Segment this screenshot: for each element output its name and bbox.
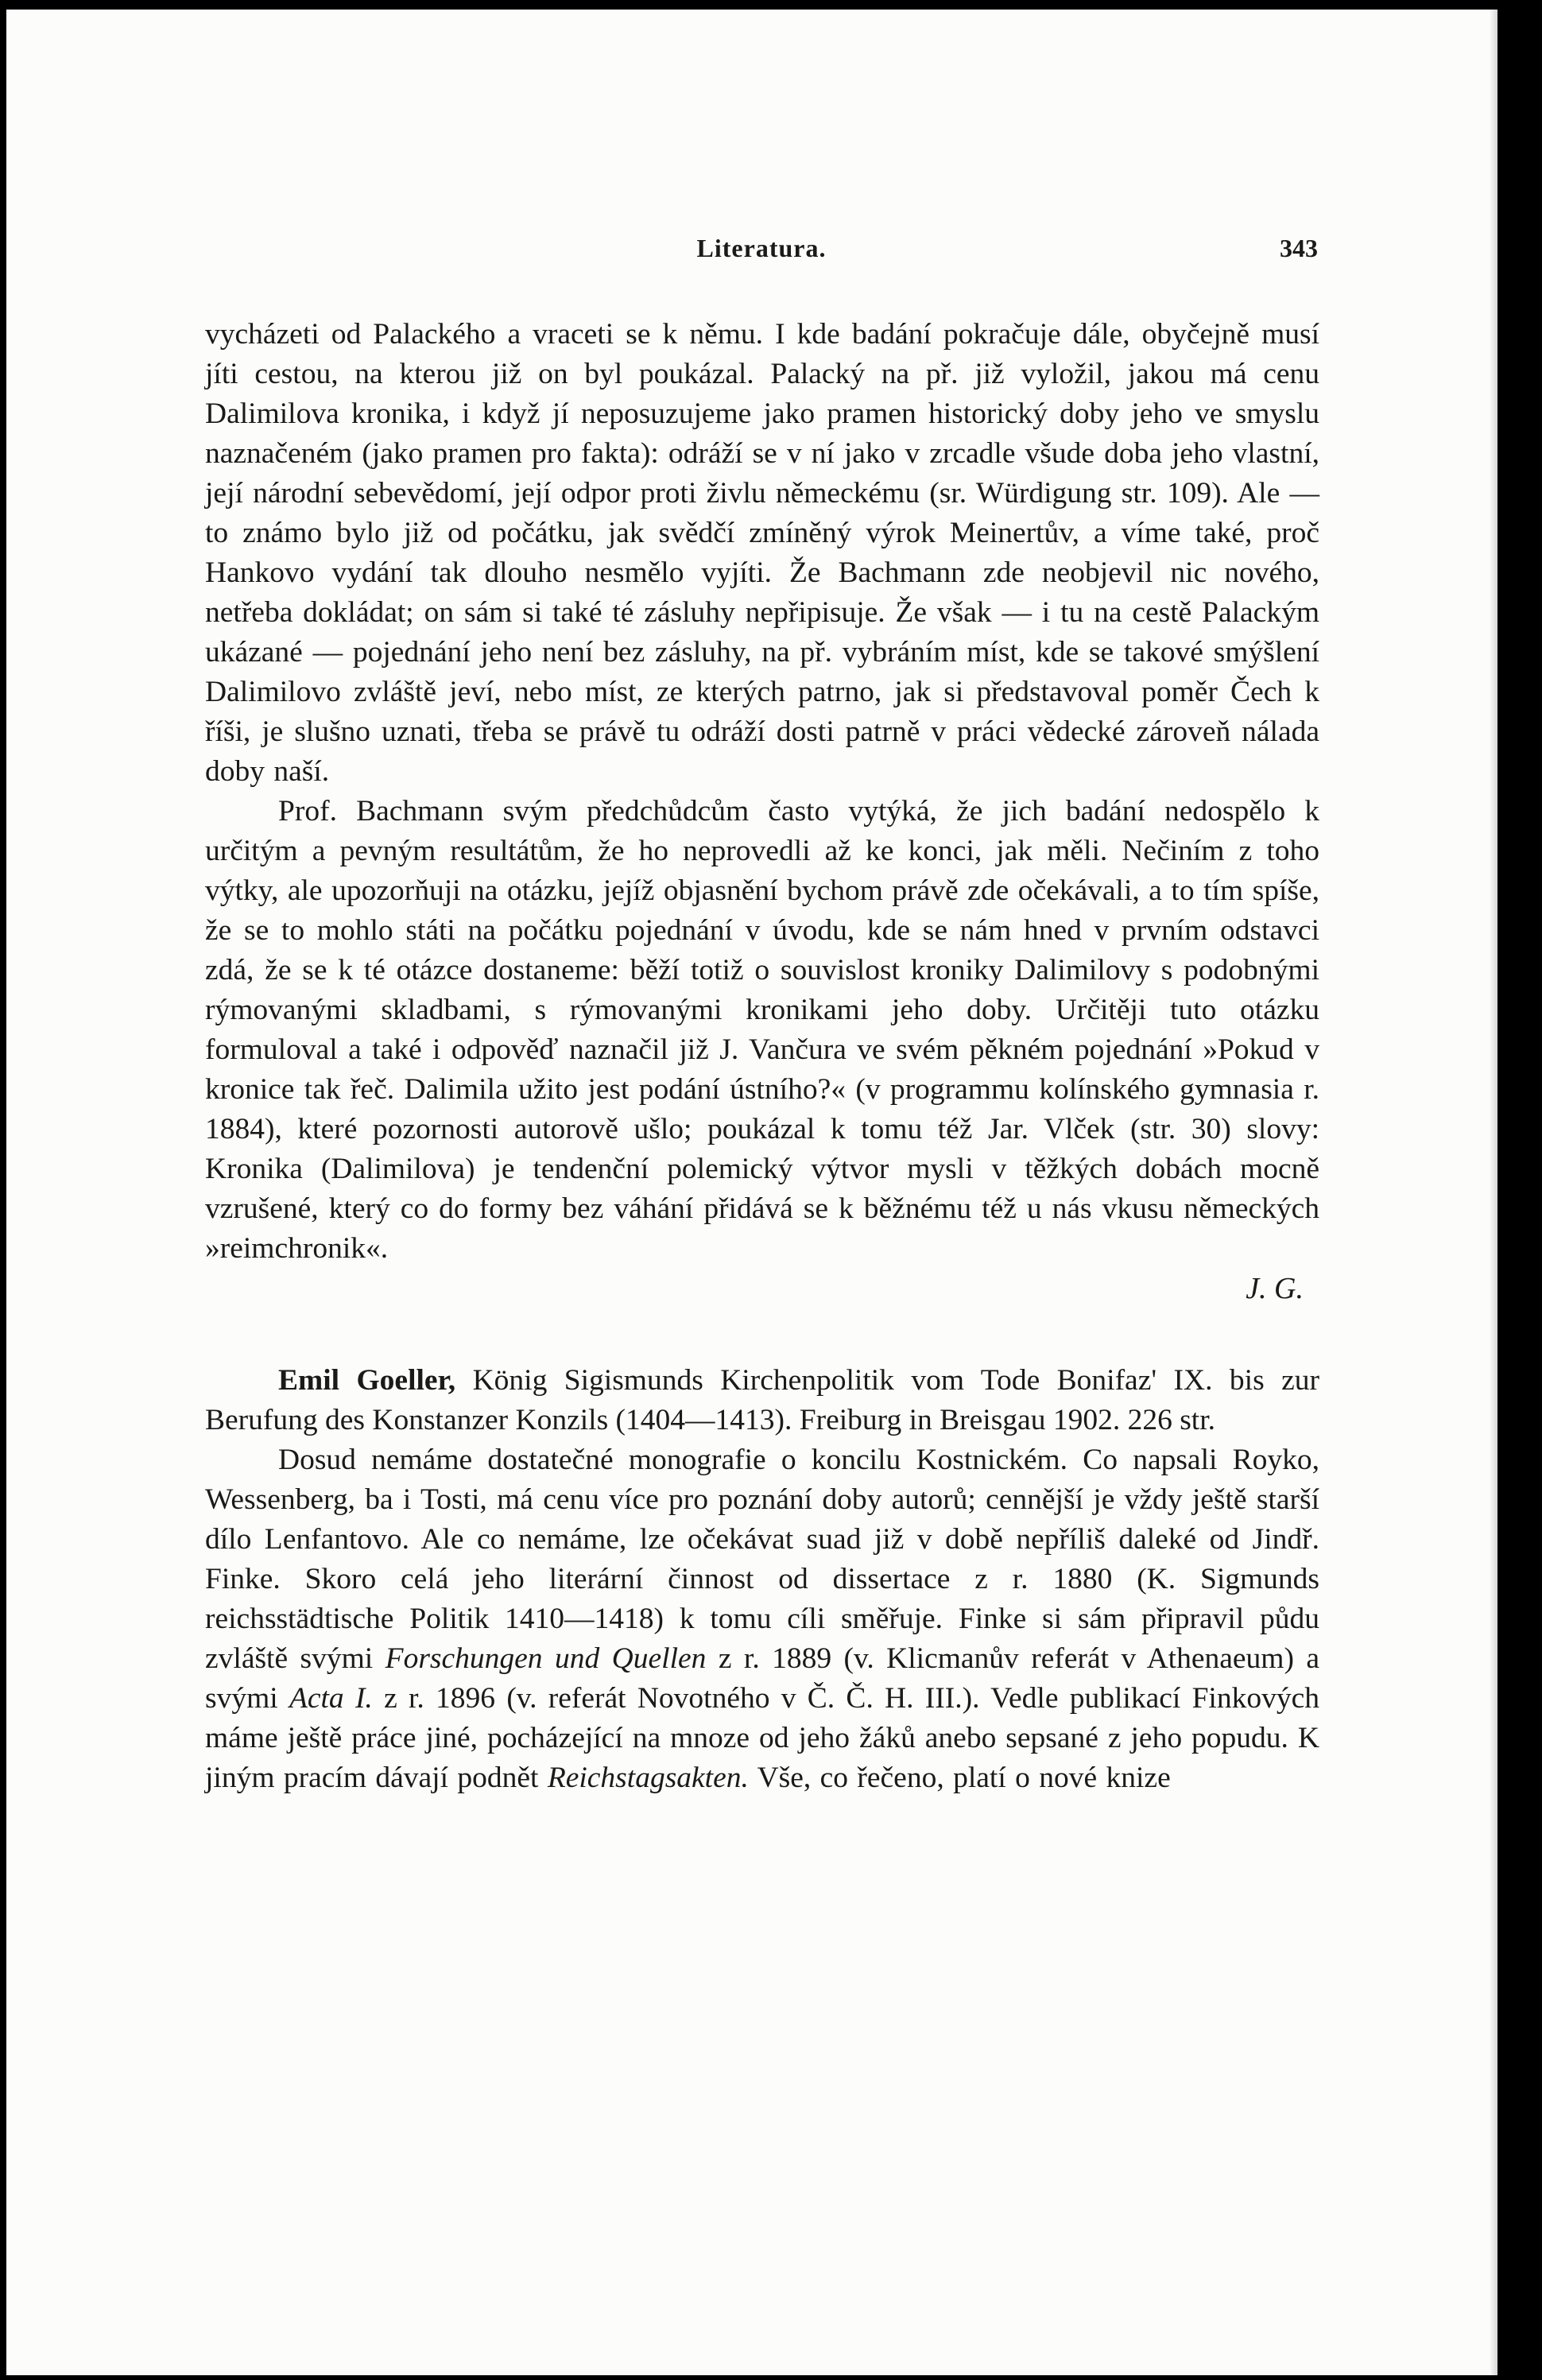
review2-citation xyxy=(205,1361,1319,1440)
book-page xyxy=(6,10,1497,2375)
review2-author: Emil Goeller, xyxy=(278,1364,456,1397)
review2-citation-text: König Sigismunds Kirchenpolitik vom Tode Bonifaz' IX. bis zur Berufung des Konstanzer Konzils (1404—1413). Freiburg in Breisgau 1902. 226 str. xyxy=(205,1364,1319,1436)
review2-text-a: Dosud nemáme dostatečné monografie o koncilu Kostnickém. Co napsali Royko, Wessenberg, ba i Tosti, má cenu více pro poznání doby autorů; cennější je vždy ještě starší dílo Lenfantovo. Ale co nemáme, lze očekávat suad již v době nepříliš daleké od Jindř. Finke. Skoro celá jeho literární činnost od dissertace z r. 1880 (K. Sigmunds reichsstädtische Politik 1410—1418) k tomu cíli směřuje. Finke si sám připravil půdu zvláště svými xyxy=(205,1444,1319,1675)
section-title: Literatura. xyxy=(696,234,827,262)
review2-text-c: z r. 1896 (v. referát Novotného v Č. Č. H. III.). Vedle publikací Finkových máme ještě práce jiné, pocházející na mnoze od jeho žáků anebo sepsané z jeho popudu. K jiným pracím dávají podnět xyxy=(205,1682,1319,1794)
page-number: 343 xyxy=(1280,234,1318,262)
running-header xyxy=(205,234,1318,270)
review1-paragraph-1: vycházeti od Palackého a vraceti se k němu. I kde badání pokračuje dále, obyčejně musí jíti cestou, na kterou již on byl poukázal. Palacký na př. již vyložil, jakou má cenu Dalimilova kronika, i když jí neposuzujeme jako pramen historický doby jeho ve smyslu naznačeném (jako pramen pro fakta): odráží se v ní jako v zrcadle všude doba jeho vlastní, její národní sebevědomí, její odpor proti živlu německému (sr. Würdigung str. 109). Ale — to známo bylo již od počátku, jak svědčí zmíněný výrok Meinertův, a víme také, proč Hankovo vydání tak dlouho nesmělo vyjíti. Že Bachmann zde neobjevil nic nového, netřeba dokládat; on sám si také té zásluhy nepřipisuje. Že však — i tu na cestě Palackým ukázané — pojednání jeho není bez zásluhy, na př. vybráním míst, kde se takové smýšlení Dalimilovo zvláště jeví, nebo míst, ze kterých patrno, jak si představoval poměr Čech k říši, je slušno uznati, třeba se právě tu odráží dosti patrně v práci vědecké zároveň nálada doby naší. xyxy=(205,318,1319,788)
review2-italic-title-3: Reichstagsakten. xyxy=(547,1762,749,1794)
review2-text-b: z r. 1889 (v. Klicmanův referát v Athenaeum) a svými xyxy=(205,1642,1320,1715)
review2-italic-title-1: Forschungen und Quellen xyxy=(385,1642,707,1675)
section-gap xyxy=(205,1308,1319,1361)
review1-paragraph-2: Prof. Bachmann svým předchůdcům často vytýká, že jich badání nedospělo k určitým a pevným resultátům, že ho neprovedli až ke konci, jak měli. Nečiním z toho výtky, ale upozorňuji na otázku, jejíž objasnění bychom právě zde očekávali, a to tím spíše, že se to mohlo státi na počátku pojednání v úvodu, kde se nám hned v prvním odstavci zdá, že se k té otázce dostaneme: běží totiž o souvislost kroniky Dalimilovy s podobnými rýmovanými skladbami, s rýmovanými kronikami jeho doby. Určitěji tuto otázku formuloval a také i odpověď naznačil již J. Vančura ve svém pěkném pojednání »Pokud v kronice tak řeč. Dalimila užito jest podání ústního?« (v programmu kolínského gymnasia r. 1884), které pozornosti autorově ušlo; poukázal k tomu též Jar. Vlček (str. 30) slovy: Kronika (Dalimilova) je tendenční polemický výtvor mysli v těžkých dobách mocně vzrušené, který co do formy bez váhání přidává se k běžnému též u nás vkusu německých »reimchronik«. xyxy=(205,795,1319,1265)
review2-italic-title-2: Acta I. xyxy=(289,1682,373,1715)
page-body xyxy=(205,315,1319,1798)
review2-paragraph-1 xyxy=(205,1440,1319,1798)
reviewer-signature: J. G. xyxy=(1246,1272,1304,1305)
review2-text-d: Vše, co řečeno, platí o nové knize xyxy=(748,1762,1171,1794)
